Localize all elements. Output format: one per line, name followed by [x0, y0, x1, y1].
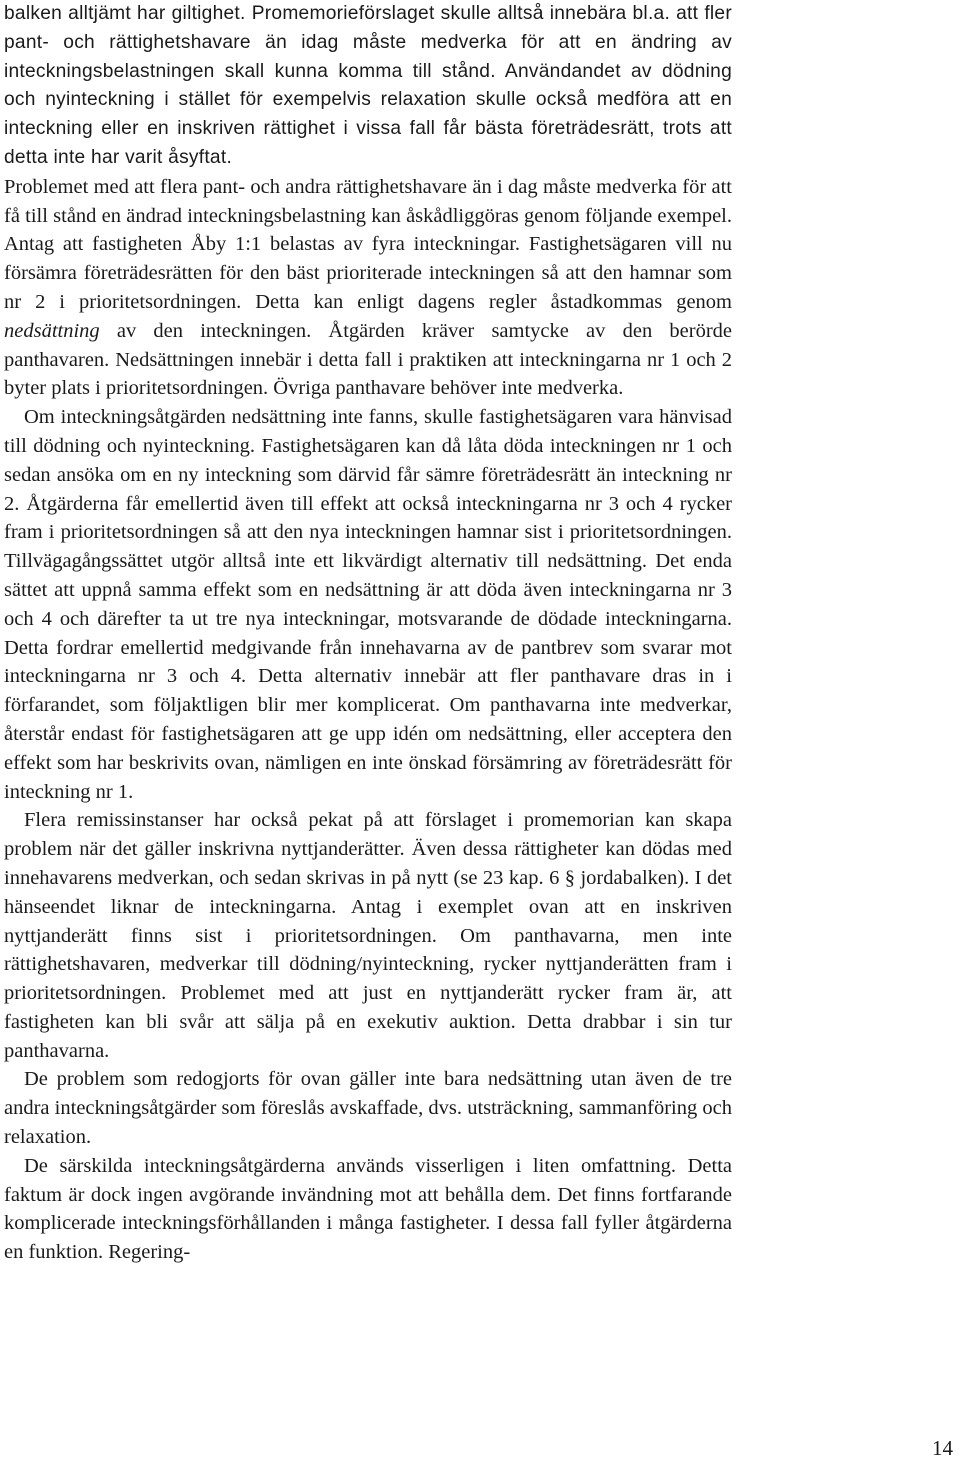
paragraph-text-segment: av den inteckningen. Åtgärden kräver samtycke av den berörde panthavaren. Nedsättningen innebär i detta fall i praktiken att inteckningarna nr 1 och 2 byter plats i prioritetsordningen. Övriga panthavare behöver inte medverka. — [4, 319, 732, 400]
page-number: 14 — [932, 1436, 953, 1460]
paragraph-remiss: Flera remissinstanser har också pekat på att förslaget i promemorian kan skapa problem när det gäller inskrivna nyttjanderätter. Även dessa rättigheter kan dödas med innehavarens medverkan, och sedan skrivas in på nytt (se 23 kap. 6 § jordabalken). I det hänseendet liknar de inteckningarna. Antag i exemplet ovan att en inskriven nyttjanderätt finns sist i prioritetsordningen. Om panthavarna, men inte rättighetshavaren, medverkar till dödning/nyinteckning, rycker nyttjanderätten fram i prioritetsordningen. Problemet med att just en nyttjanderätt rycker fram är, att fastigheten kan bli svår att sälja på en exekutiv auktion. Detta drabbar i sin tur panthavarna. — [4, 809, 732, 1062]
paragraph-usage: De särskilda inteckningsåtgärderna används visserligen i liten omfattning. Detta faktum är dock ingen avgörande invändning mot att behålla dem. Det finns fortfarande komplicerade inteckningsförhållanden i många fastigheter. I dessa fall fyller åtgärderna en funktion. Regering- — [4, 1154, 732, 1264]
body-text — [4, 0, 732, 1267]
paragraph-example-intro — [4, 173, 732, 403]
paragraph-text-segment: Problemet med att flera pant- och andra rättighetshavare än i dag måste medverka för att få till stånd en ändrad inteckningsbelastning kan åskådliggöras genom följande exempel. Antag att fastigheten Åby 1:1 belastas av fyra inteckningar. Fastighetsägaren vill nu försämra företrädesrätten för den bäst prioriterade inteckningen så att den hamnar som nr 2 i prioritetsordningen. Detta kan enligt dagens regler åstadkommas genom — [4, 175, 732, 313]
paragraph-alternative: Om inteckningsåtgärden nedsättning inte fanns, skulle fastighetsägaren vara hänvisad till dödning och nyinteckning. Fastighetsägaren kan då låta döda inteckningen nr 1 och sedan ansöka om en ny inteckning som därvid får sämre företrädesrätt än inteckning nr 2. Åtgärderna får emellertid även till effekt att också inteckningarna nr 3 och 4 rycker fram i prioritetsordningen så att den nya inteckningen hamnar sist i prioritetsordningen. Tillvägagångssättet utgör alltså inte ett likvärdigt alternativ till nedsättning. Det enda sättet att uppnå samma effekt som en nedsättning är att döda även inteckningarna nr 3 och 4 och därefter ta ut tre nya inteckningar, motsvarande de dödade inteckningarna. Detta fordrar emellertid medgivande från innehavarna av de pantbrev som svarar mot inteckningarna nr 3 och 4. Detta alternativ innebär att fler panthavare dras in i förfarandet, som följaktligen blir mer komplicerat. Om panthavarna inte medverkar, återstår endast för fastighetsägaren att ge upp idén om nedsättning, eller acceptera den effekt som har beskrivits ovan, nämligen en inte önskad försämring av företrädesrätt för inteckning nr 1. — [4, 406, 732, 803]
italic-term: nedsättning — [4, 319, 100, 342]
paragraph-continuation: balken alltjämt har giltighet. Promemorieförslaget skulle alltså innebära bl.a. att fler pant- och rättighetshavare än idag måste medverka för att en ändring av inteckningsbelastningen skall kunna komma till stånd. Användandet av dödning och nyinteckning i stället för exempelvis relaxation skulle också medföra att en inteckning eller en inskriven rättighet i vissa fall får bästa företrädesrätt, trots att detta inte har varit åsyftat. — [4, 3, 732, 168]
paragraph-problems: De problem som redogjorts för ovan gäller inte bara nedsättning utan även de tre andra inteckningsåtgärder som föreslås avskaffade, dvs. utsträckning, sammanföring och relaxation. — [4, 1068, 732, 1149]
